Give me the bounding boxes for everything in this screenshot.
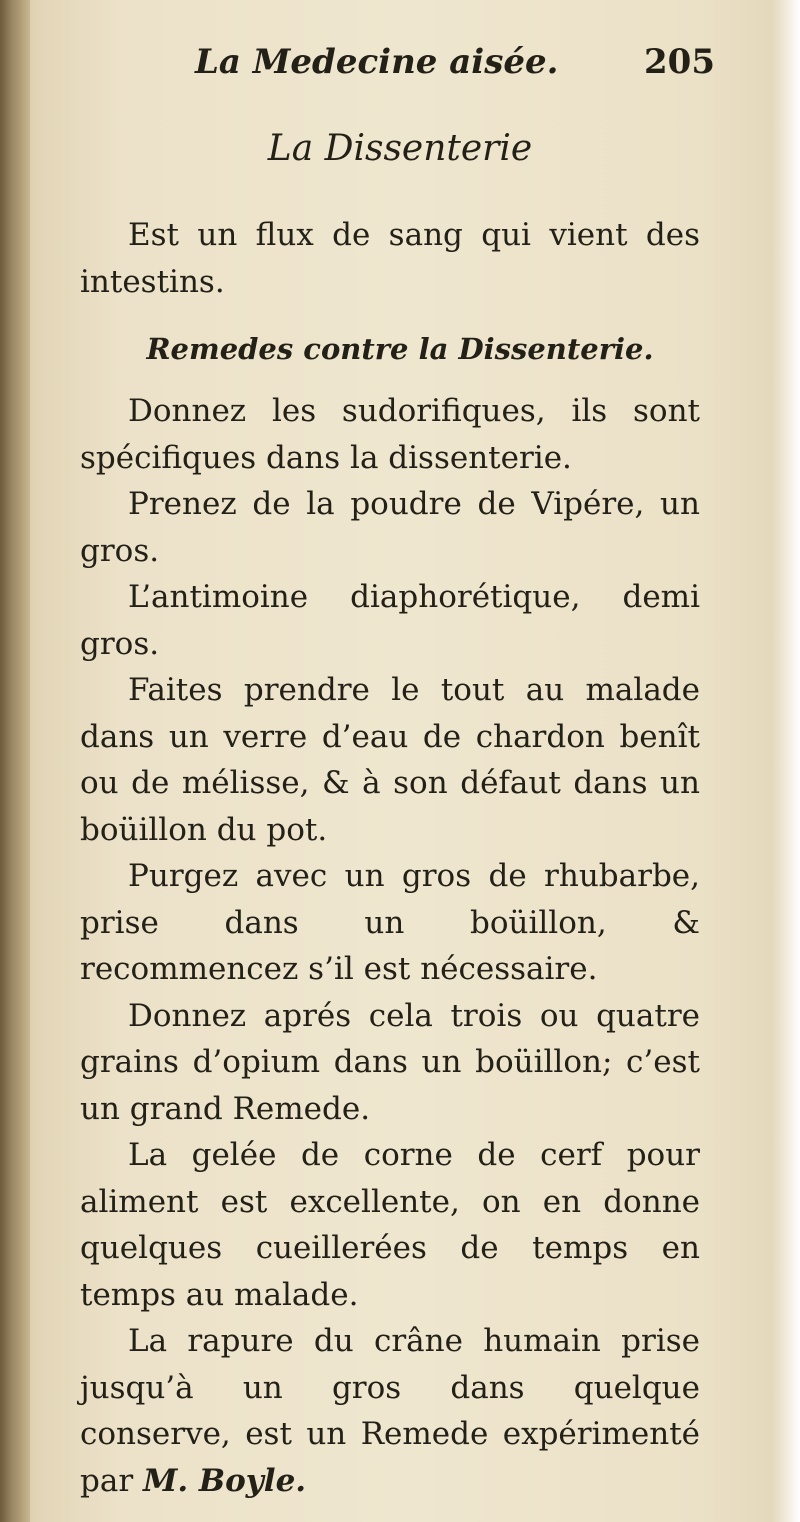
page-header: [195, 42, 715, 92]
definition-paragraph: Est un flux de sang qui vient des intestins.: [80, 217, 700, 300]
chapter-title: La Dissenterie: [267, 128, 533, 169]
running-title: La Medecine aisée.: [195, 42, 559, 82]
remedies-body: [80, 388, 700, 1504]
paragraph-1: Donnez les sudorifiques, ils sont spécifiques dans la dissenterie.: [80, 393, 700, 476]
paragraph-5: Purgez avec un gros de rhubarbe, prise dans un boüillon, & recommencez s’il est nécessaire.: [80, 858, 700, 987]
definition-block: [80, 212, 700, 305]
paragraph-8: [80, 1318, 700, 1504]
paragraph-6: Donnez aprés cela trois ou quatre grains d’opium dans un boüillon; c’est un grand Remede.: [80, 997, 700, 1127]
paragraph-4: Faites prendre le tout au malade dans un verre d’eau de chardon benît ou de mélisse, & à son défaut dans un boüillon du pot.: [80, 672, 700, 848]
page-edge: [772, 0, 800, 1522]
section-subheading: Remedes contre la Dissenterie.: [146, 332, 654, 366]
author-name: M. Boyle.: [143, 1462, 307, 1499]
page-number: 205: [644, 42, 715, 82]
paragraph-7: La gelée de corne de cerf pour aliment est excellente, on en donne quelques cueillerées de temps en temps au malade.: [80, 1137, 700, 1313]
book-spine-shadow: [0, 0, 30, 1522]
paragraph-3: L’antimoine diaphorétique, demi gros.: [80, 579, 700, 662]
paragraph-2: Prenez de la poudre de Vipére, un gros.: [80, 486, 700, 569]
paragraph-8-text: La rapure du crâne humain prise jusqu’à un gros dans quelque conserve, est un Remede expérimenté par: [80, 1323, 700, 1499]
